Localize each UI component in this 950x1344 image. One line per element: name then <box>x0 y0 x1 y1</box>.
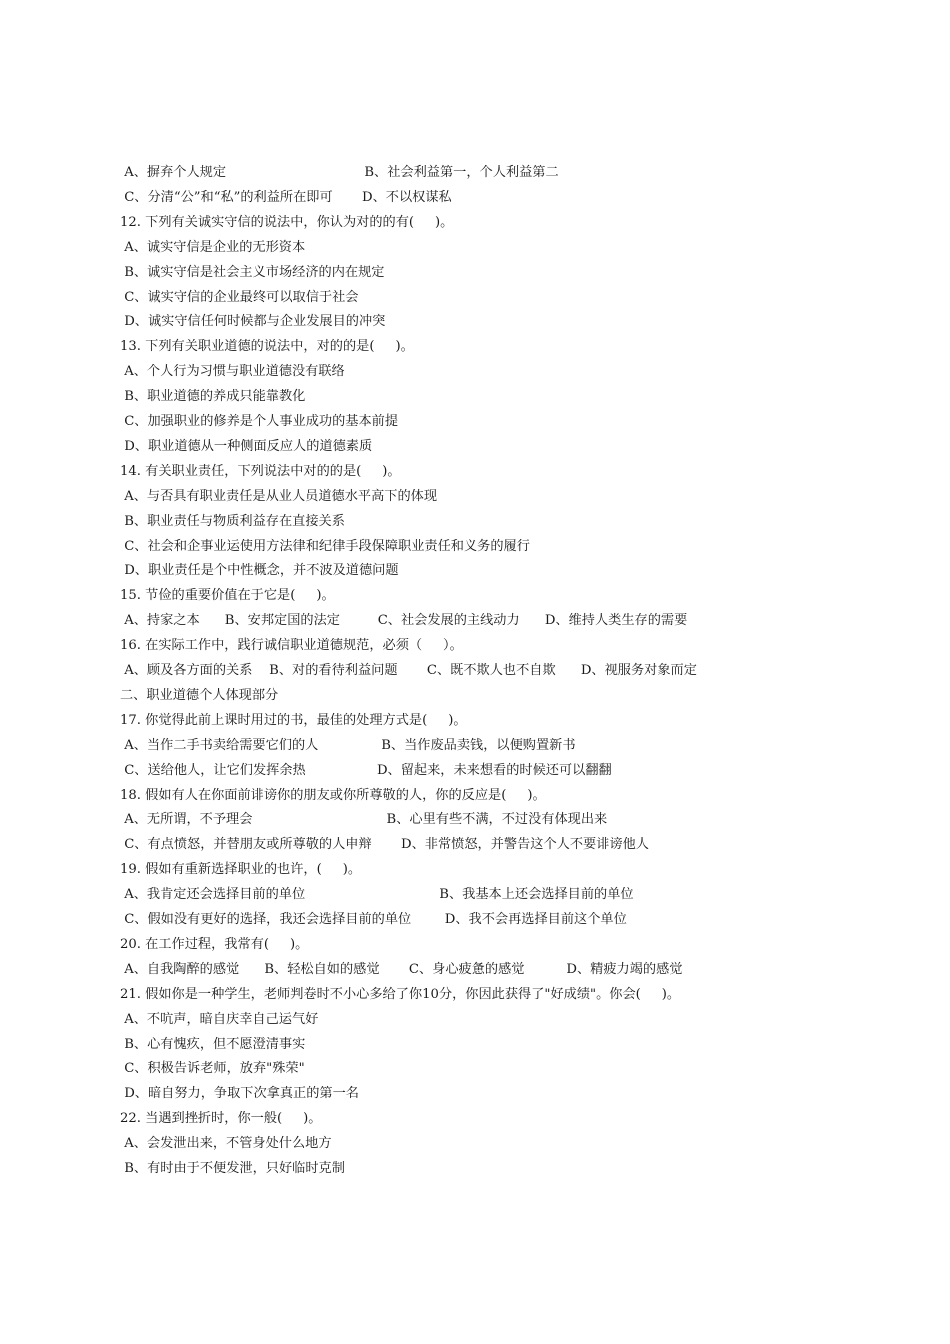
text-line: 二、职业道德个人体现部分 <box>120 687 279 703</box>
text-line: C、诚实守信的企业最终可以取信于社会 <box>120 289 359 305</box>
text-line: A、诚实守信是企业的无形资本 <box>120 239 306 255</box>
text-line: 19. 假如有重新选择职业的也许，( )。 <box>120 862 362 878</box>
text-line: B、职业责任与物质利益存在直接关系 <box>120 513 345 529</box>
text-line: C、送给他人，让它们发挥余热 D、留起来，未来想看的时候还可以翻翻 <box>120 762 612 778</box>
text-line: A、自我陶醉的感觉 B、轻松自如的感觉 C、身心疲惫的感觉 D、精疲力竭的感觉 <box>120 961 683 977</box>
text-line: C、社会和企事业运使用方法律和纪律手段保障职业责任和义务的履行 <box>120 538 530 554</box>
text-line: C、有点愤怒，并替朋友或所尊敬的人申辩 D、非常愤怒，并警告这个人不要诽谤他人 <box>120 837 649 853</box>
text-line: B、有时由于不便发泄，只好临时克制 <box>120 1161 345 1176</box>
text-line: A、会发泄出来，不管身处什么地方 <box>120 1136 332 1152</box>
text-line: 12. 下列有关诚实守信的说法中，你认为对的的有( )。 <box>120 214 454 230</box>
text-line: A、不吭声，暗自庆幸自己运气好 <box>120 1011 319 1027</box>
text-line: D、暗自努力，争取下次拿真正的第一名 <box>120 1086 359 1102</box>
text-line: 16. 在实际工作中，践行诚信职业道德规范，必须（ ）。 <box>120 638 463 654</box>
text-line: A、当作二手书卖给需要它们的人 B、当作废品卖钱，以便购置新书 <box>120 737 576 753</box>
text-line: C、分清“公”和“私”的利益所在即可 D、不以权谋私 <box>120 189 452 205</box>
text-line: A、与否具有职业责任是从业人员道德水平高下的体现 <box>120 488 438 504</box>
text-line: 18. 假如有人在你面前诽谤你的朋友或你所尊敬的人，你的反应是( )。 <box>120 787 546 803</box>
text-line: A、持家之本 B、安邦定国的法定 C、社会发展的主线动力 D、维持人类生存的需要 <box>120 613 688 629</box>
text-line: 20. 在工作过程，我常有( )。 <box>120 936 309 952</box>
text-line: A、我肯定还会选择目前的单位 B、我基本上还会选择目前的单位 <box>120 887 634 903</box>
text-line: 15. 节俭的重要价值在于它是( )。 <box>120 588 335 604</box>
text-line: D、诚实守信任何时候都与企业发展目的冲突 <box>120 314 386 330</box>
text-line: A、无所谓，不予理会 B、心里有些不满，不过没有体现出来 <box>120 812 608 828</box>
text-line: B、诚实守信是社会主义市场经济的内在规定 <box>120 264 385 280</box>
text-line: B、职业道德的养成只能靠教化 <box>120 389 306 405</box>
text-line: A、顾及各方面的关系 B、对的看待利益问题 C、既不欺人也不自欺 D、视服务对象而定 <box>120 663 697 678</box>
text-line: 22. 当遇到挫折时，你一般( )。 <box>120 1111 322 1127</box>
text-line: 17. 你觉得此前上课时用过的书，最佳的处理方式是( )。 <box>120 712 467 728</box>
text-line: C、积极告诉老师，放弃"殊荣" <box>120 1061 305 1077</box>
text-line: A、摒弃个人规定 B、社会利益第一，个人利益第二 <box>120 165 559 180</box>
text-line: C、加强职业的修养是个人事业成功的基本前提 <box>120 414 399 429</box>
text-line: 21. 假如你是一种学生，老师判卷时不小心多给了你10分，你因此获得了"好成绩"。你会( )。 <box>120 986 681 1002</box>
text-line: D、职业道德从一种侧面反应人的道德素质 <box>120 438 373 454</box>
text-line: C、假如没有更好的选择，我还会选择目前的单位 D、我不会再选择目前这个单位 <box>120 912 627 927</box>
text-line: A、个人行为习惯与职业道德没有联络 <box>120 364 345 380</box>
text-line: 13. 下列有关职业道德的说法中，对的的是( )。 <box>120 339 414 355</box>
text-line: B、心有愧疚，但不愿澄清事实 <box>120 1036 306 1052</box>
text-line: 14. 有关职业责任，下列说法中对的的是( )。 <box>120 463 401 479</box>
text-line: D、职业责任是个中性概念，并不波及道德问题 <box>120 563 399 579</box>
